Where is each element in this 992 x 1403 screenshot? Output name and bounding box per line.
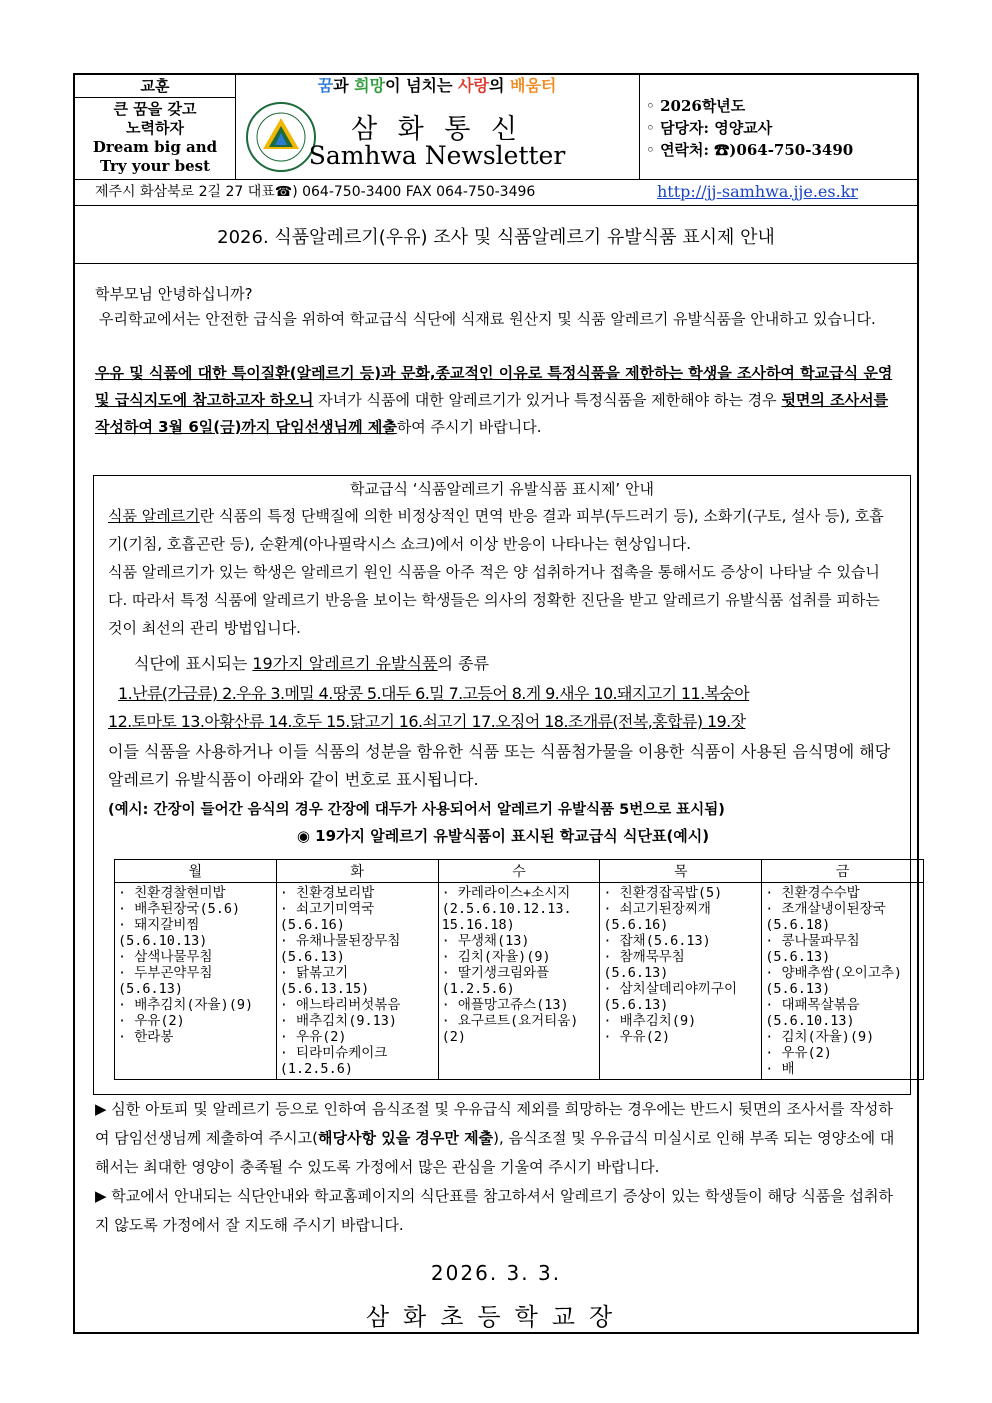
menu-item: (5.6.16) [603, 917, 669, 933]
menu-item: · 우유(2) [279, 1029, 347, 1045]
menu-item: 15.16.18) [441, 917, 515, 933]
menu-item: · 배추김치(9.13) [279, 1013, 397, 1029]
newsletter-frame [73, 73, 919, 1334]
newsletter-title-ko: 삼 화 통 신 [350, 114, 524, 145]
list-intro-suffix: 의 종류 [437, 654, 489, 673]
allergy-management: 식품 알레르기가 있는 학생은 알레르기 원인 식품을 아주 적은 양 섭취하거나 접촉을 통해서도 증상이 나타날 수 있습니다. 따라서 특정 식품에 알레르기 반응을 보이는 학생들은 의사의 정확한 진단을 받고 알레르기 유발식품 섭취를 피하는 것이 최선의 관리 방법입니다. [108, 563, 880, 637]
menu-item: · 두부곤약무침 [118, 965, 213, 981]
menu-item: · 우유(2) [118, 1013, 185, 1029]
menu-item: · 삼색나물무침 [118, 949, 213, 965]
menu-item: · 삼치살데리야끼구이 [603, 981, 738, 997]
menu-item: · 우유(2) [603, 1029, 671, 1045]
school-address: 제주시 화삼북로 2길 27 대표☎) 064-750-3400 FAX 064-750-3496 [95, 184, 536, 200]
definition-term: 식품 알레르기 [108, 507, 200, 525]
menu-item: · 티라미슈케이크 [279, 1045, 388, 1061]
slogan-segment: 이 넘치는 [385, 76, 459, 95]
menu-item: · 애느타리버섯볶음 [279, 997, 401, 1013]
menu-item: · 한라봉 [118, 1029, 174, 1045]
greeting: 학부모님 안녕하십니까? [95, 285, 253, 303]
menu-item: (5.6.16) [279, 917, 345, 933]
menu-item: · 배 [765, 1061, 795, 1077]
menu-item: (5.6.10.13) [765, 1013, 855, 1029]
motto-ko-line: 노력하자 [126, 119, 184, 137]
intro-paragraph: 우리학교에서는 안전한 급식을 위하여 학교급식 식단에 식재료 원산지 및 식품 알레르기 유발식품을 안내하고 있습니다. [99, 310, 876, 328]
motto-english [75, 138, 235, 176]
menu-item: (5.6.13) [118, 981, 184, 997]
day-header: 목 [600, 860, 762, 883]
menu-cell [115, 883, 277, 1080]
menu-item: · 쇠고기미역국 [279, 901, 375, 917]
issue-date: 2026. 3. 3. [430, 1261, 562, 1285]
menu-item: · 양배추쌈(오이고추) [765, 965, 903, 981]
menu-item: · 돼지갈비찜 [118, 917, 200, 933]
menu-item: (5.6.10.13) [118, 933, 208, 949]
menu-item: · 친환경잡곡밥(5) [603, 885, 723, 901]
header [75, 75, 917, 180]
menu-item: (5.6.13) [603, 997, 669, 1013]
request-bold: 우유 및 식품에 대한 특이질환(알레르기 등)과 문화,종교적인 이유로 특정식품을 제한하는 학생을 조사하여 학교급식 운영 및 급식지도에 참고하고자 하오니 [95, 364, 893, 409]
school-homepage-link[interactable]: http://jj-samhwa.jje.es.kr [657, 182, 859, 201]
allergen-list-line2: 12.토마토 13.아황산류 14.호두 15.닭고기 16.쇠고기 17.오징어 18.조개류(전복,홍합류) 19.잣 [108, 712, 746, 731]
menu-item: · 쇠고기된장찌개 [603, 901, 711, 917]
motto-korean [75, 100, 235, 138]
menu-item: · 친환경보리밥 [279, 885, 375, 901]
menu-item: (2.5.6.10.12.13. [441, 901, 572, 917]
contact-info [639, 75, 918, 179]
notice-text: ▶ 심한 아토피 및 알레르기 등으로 인하여 음식조절 및 우유급식 제외를 희망하는 경우에는 반드시 뒷면의 조사서를 작성하여 담임선생님께 제출하여 주시고( [95, 1100, 893, 1147]
newsletter-title-en: Samhwa Newsletter [308, 141, 566, 170]
menu-item: · 무생채(13) [441, 933, 530, 949]
allergen-list-line1: 1.난류(가금류) 2.우유 3.메밀 4.땅콩 5.대두 6.밀 7.고등어 8.게 9.새우 10.돼지고기 11.복숭아 [118, 684, 750, 703]
menu-item: · 배추된장국(5.6) [118, 901, 241, 917]
allergy-info-box [93, 475, 911, 1095]
notice-bold: 해당사항 있을 경우만 제출 [318, 1129, 494, 1147]
menu-item: · 애플망고쥬스(13) [441, 997, 569, 1013]
day-header: 월 [115, 860, 277, 883]
menu-item: (5.6.13) [765, 981, 831, 997]
menu-item: (5.6.18) [765, 917, 831, 933]
menu-header-row [115, 860, 924, 883]
menu-item: · 잡채(5.6.13) [603, 933, 711, 949]
menu-item: · 배추김치(9) [603, 1013, 697, 1029]
allergen-list-intro [134, 650, 924, 678]
menu-item: · 친환경찰현미밥 [118, 885, 226, 901]
menu-item: · 요구르트(요거티움)(2) [441, 1013, 579, 1045]
request-paragraph [95, 360, 901, 441]
menu-item: (5.6.13) [765, 949, 831, 965]
menu-item: · 대패목살볶음 [765, 997, 860, 1013]
sample-menu-table [114, 859, 924, 1080]
table-caption: ◉ 19가지 알레르기 유발식품이 표시된 학교급식 식단표(예시) [296, 827, 710, 845]
motto-ko-line: 큰 꿈을 갖고 [113, 100, 197, 118]
labeling-explanation: 이들 식품을 사용하거나 이들 식품의 성분을 함유한 식품 또는 식품첨가물을 이용한 식품이 사용된 음식명에 해당 알레르기 유발식품이 아래와 같이 번호로 표시됩니다. [108, 742, 891, 789]
box-title: 학교급식 ‘식품알레르기 유발식품 표시제’ 안내 [350, 480, 654, 498]
menu-cell [600, 883, 762, 1080]
slogan-segment: 희망 [354, 76, 386, 95]
menu-item: · 배추김치(자율)(9) [118, 997, 254, 1013]
day-header: 화 [276, 860, 438, 883]
menu-item: · 유채나물된장무침 [279, 933, 401, 949]
menu-item: · 친환경수수밥 [765, 885, 860, 901]
menu-item: · 카레라이스+소시지 [441, 885, 571, 901]
menu-item: · 참깨묵무침 [603, 949, 685, 965]
menu-item: · 콩나물파무침 [765, 933, 860, 949]
page-title: 2026. 식품알레르기(우유) 조사 및 식품알레르기 유발식품 표시제 안내 [217, 227, 775, 248]
menu-item: (5.6.13) [603, 965, 669, 981]
day-header: 금 [762, 860, 924, 883]
school-motto [75, 75, 236, 179]
motto-en-line: Try your best [99, 157, 211, 175]
request-end: 하여 주시기 바랍니다. [396, 418, 542, 436]
menu-cell [438, 883, 600, 1080]
notice-special-diet [95, 1095, 901, 1182]
menu-item: · 조개살냉이된장국 [765, 901, 886, 917]
contact-phone: ◦ 연락처: ☎)064-750-3490 [646, 141, 854, 159]
principal-signature: 삼화초등학교장 [365, 1303, 627, 1331]
masthead [235, 75, 639, 179]
menu-item: (1.2.5.6) [441, 981, 515, 997]
list-intro-highlight: 19가지 알레르기 유발식품 [252, 654, 438, 673]
menu-item: (1.2.5.6) [279, 1061, 353, 1077]
motto-title: 교훈 [75, 75, 235, 98]
motto-en-line: Dream big and [92, 138, 218, 156]
slogan-segment: 배움터 [509, 76, 557, 95]
definition-text: 란 식품의 특정 단백질에 의한 비정상적인 면역 반응 결과 피부(두드러기 등), 소화기(구토, 설사 등), 호흡기(기침, 호흡곤란 등), 순환계(아나필락시스 쇼크)에서 이상 반응이 나타나는 현상입니다. [108, 507, 884, 553]
slogan-segment: 과 [333, 76, 355, 95]
slogan [235, 75, 639, 97]
menu-item: · 딸기생크림와플 [441, 965, 550, 981]
menu-cell [762, 883, 924, 1080]
labeling-example: (예시: 간장이 들어간 음식의 경우 간장에 대두가 사용되어서 알레르기 유발식품 5번으로 표시됨) [108, 802, 725, 818]
slogan-segment: 꿈 [317, 76, 334, 95]
notice-menu-reference: ▶ 학교에서 안내되는 식단안내와 학교홈페이지의 식단표를 참고하셔서 알레르기 증상이 있는 학생들이 해당 식품을 섭취하지 않도록 가정에서 잘 지도해 주시기 바랍니다. [95, 1187, 894, 1234]
slogan-segment: 사랑 [458, 76, 489, 95]
address-bar [75, 179, 917, 206]
menu-item: · 닭볶고기(5.6.13.15) [279, 965, 370, 997]
menu-item: (5.6.13) [279, 949, 345, 965]
menu-cell [276, 883, 438, 1080]
menu-item: · 김치(자율)(9) [441, 949, 551, 965]
request-mid: 자녀가 식품에 대한 알레르기가 있거나 특정식품을 제한해야 하는 경우 [313, 391, 782, 409]
menu-item: · 우유(2) [765, 1045, 832, 1061]
list-intro-text: 식단에 표시되는 [134, 654, 253, 673]
allergy-definition [108, 502, 898, 558]
menu-item: · 김치(자율)(9) [765, 1029, 875, 1045]
person-in-charge: ◦ 담당자: 영양교사 [646, 119, 773, 137]
slogan-segment: 의 [488, 76, 510, 95]
notice-text-end: ), 음식조절 및 우유급식 미실시로 인해 부족 되는 영양소에 대해서는 최대한 영양이 충족될 수 있도록 가정에서 많은 관심을 기울여 주시기 바랍니다. [95, 1129, 895, 1176]
deadline: 뒷면의 조사서를 작성하여 3월 6일(금)까지 담임선생님께 제출 [95, 391, 889, 436]
menu-row [115, 883, 924, 1080]
school-year: ◦ 2026학년도 [646, 97, 746, 115]
day-header: 수 [438, 860, 600, 883]
divider [75, 263, 917, 264]
